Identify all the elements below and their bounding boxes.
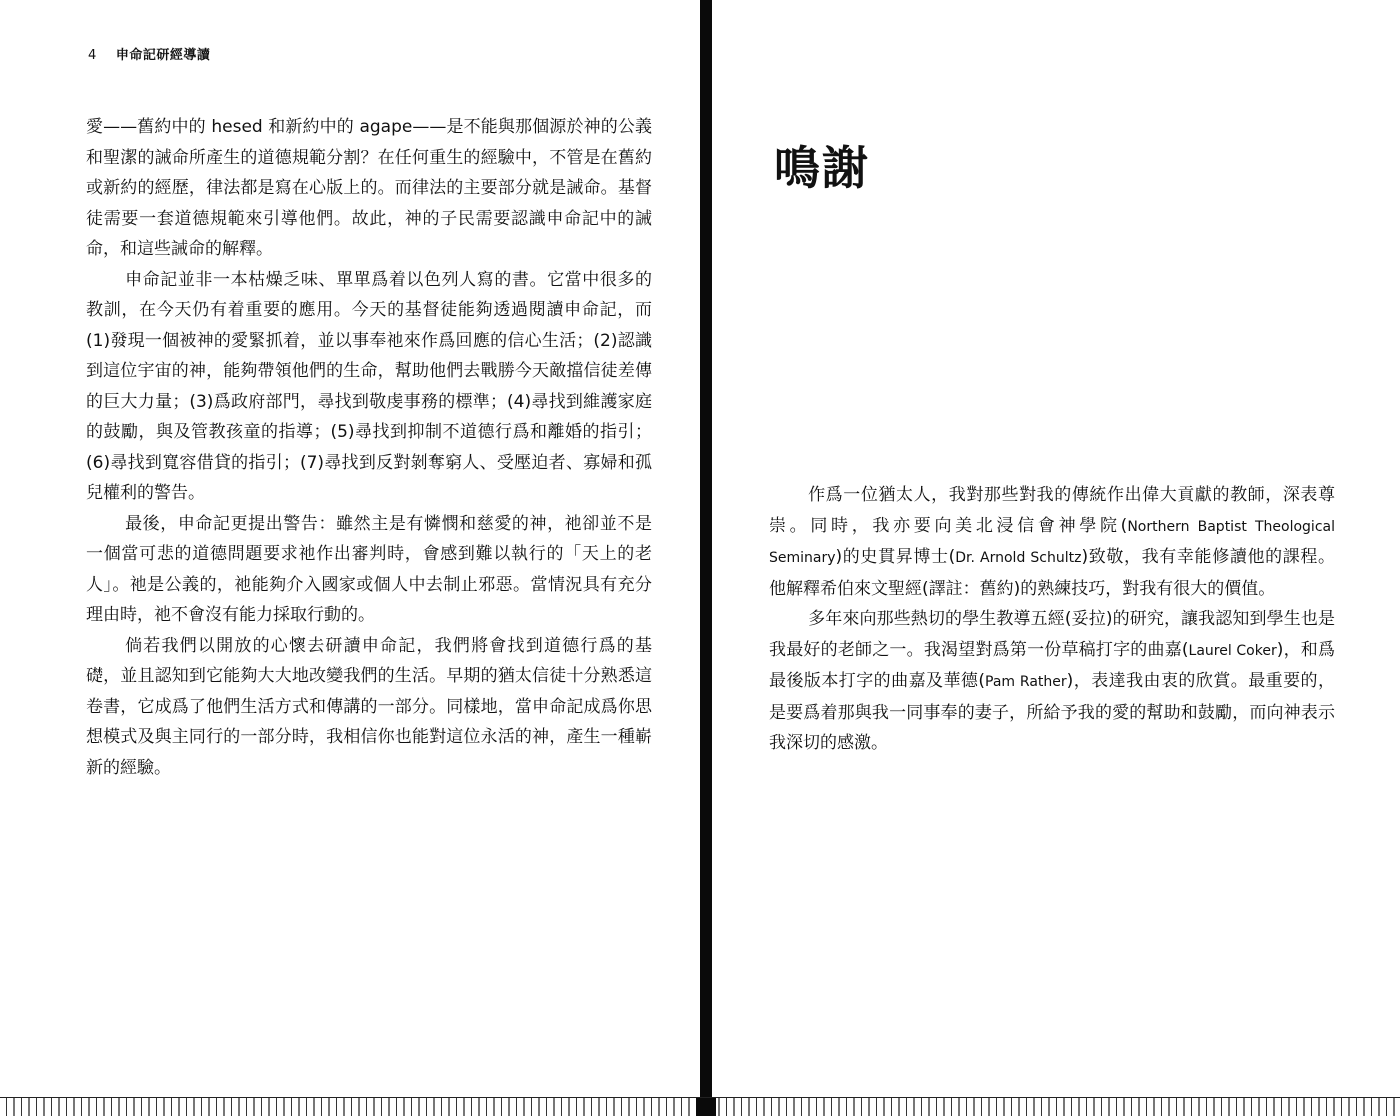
paragraph: 最後，申命記更提出警告：雖然主是有憐憫和慈愛的神，祂卻並不是一個當可悲的道德問題要求祂作出審判時，會感到難以執行的「天上的老人」。祂是公義的，祂能夠介入國家或個人中去制止邪惡。當情況具有充分理由時，祂不會沒有能力採取行動的。 bbox=[86, 513, 652, 625]
paragraph bbox=[769, 604, 1335, 759]
page-number: 4 bbox=[88, 48, 97, 63]
paragraph: 愛——舊約中的 hesed 和新約中的 agape——是不能與那個源於神的公義和聖潔的誡命所產生的道德規範分割？在任何重生的經驗中，不管是在舊約或新約的經歷，律法都是寫在心版上的。而律法的主要部分就是誡命。基督徒需要一套道德規範來引導他們。故此，神的子民需要認識申命記中的誡命，和這些誡命的解釋。 bbox=[86, 117, 652, 259]
text-run: )致敬，我有幸能修讀他的課程。他解釋希伯來文聖經(譯註：舊約)的熟練技巧，對我有很大的價值。 bbox=[769, 547, 1335, 599]
latin-name: Dr. Arnold Schultz bbox=[955, 550, 1082, 566]
book-gutter bbox=[700, 0, 712, 1116]
latin-name: Laurel Coker bbox=[1188, 642, 1277, 659]
text-run: )，和爲最後版本打字的曲嘉及華德( bbox=[769, 639, 1335, 691]
scan-strip-gutter bbox=[696, 1098, 716, 1116]
text-run: )的史貫昇博士( bbox=[835, 547, 956, 567]
text-run: 多年來向那些熱切的學生教導五經(妥拉)的研究，讓我認知到學生也是我最好的老師之一。我渴望對爲第一份草稿打字的曲嘉( bbox=[769, 609, 1335, 660]
latin-name: Pam Rather bbox=[985, 674, 1067, 690]
chapter-title: 鳴謝 bbox=[774, 141, 870, 195]
paragraph: 倘若我們以開放的心懷去研讀申命記，我們將會找到道德行爲的基礎，並且認知到它能夠大大地改變我們的生活。早期的猶太信徒十分熟悉這卷書，它成爲了他們生活方式和傳講的一部分。同樣地，當申命記成爲你思想模式及與主同行的一部分時，我相信你也能對這位永活的神，產生一種嶄新的經驗。 bbox=[86, 635, 652, 778]
right-page bbox=[712, 0, 1400, 1098]
left-page bbox=[0, 0, 700, 1098]
scan-noise-strip bbox=[0, 1097, 1400, 1116]
acknowledgements-text bbox=[769, 480, 1335, 759]
running-head bbox=[88, 44, 210, 63]
text-run: 作爲一位猶太人，我對那些對我的傳統作出偉大貢獻的教師，深表尊崇。同時，我亦要向美北浸信會神學院( bbox=[769, 485, 1335, 536]
paragraph bbox=[769, 480, 1335, 604]
paragraph: 申命記並非一本枯燥乏味、單單爲着以色列人寫的書。它當中很多的教訓，在今天仍有着重要的應用。今天的基督徒能夠透過閱讀申命記，而(1)發現一個被神的愛緊抓着，並以事奉祂來作爲回應的信心生活；(2)認識到這位宇宙的神，能夠帶領他們的生命，幫助他們去戰勝今天敵擋信徒差傳的巨大力量；(3)爲政府部門，尋找到敬虔事務的標準；(4)尋找到維護家庭的鼓勵，與及管教孩童的指導；(5)尋找到抑制不道德行爲和離婚的指引；(6)尋找到寬容借貸的指引；(7)尋找到反對剝奪窮人、受壓迫者、寡婦和孤兒權利的警告。 bbox=[86, 269, 652, 503]
latin-name: Northern Baptist Theological Seminary bbox=[769, 518, 1335, 566]
body-text bbox=[86, 112, 652, 783]
running-head-title: 申命記研經導讀 bbox=[115, 48, 211, 63]
text-run: )，表達我由衷的欣賞。最重要的，是要爲着那與我一同事奉的妻子，所給予我的愛的幫助和鼓勵，而向神表示我深切的感激。 bbox=[769, 671, 1335, 753]
